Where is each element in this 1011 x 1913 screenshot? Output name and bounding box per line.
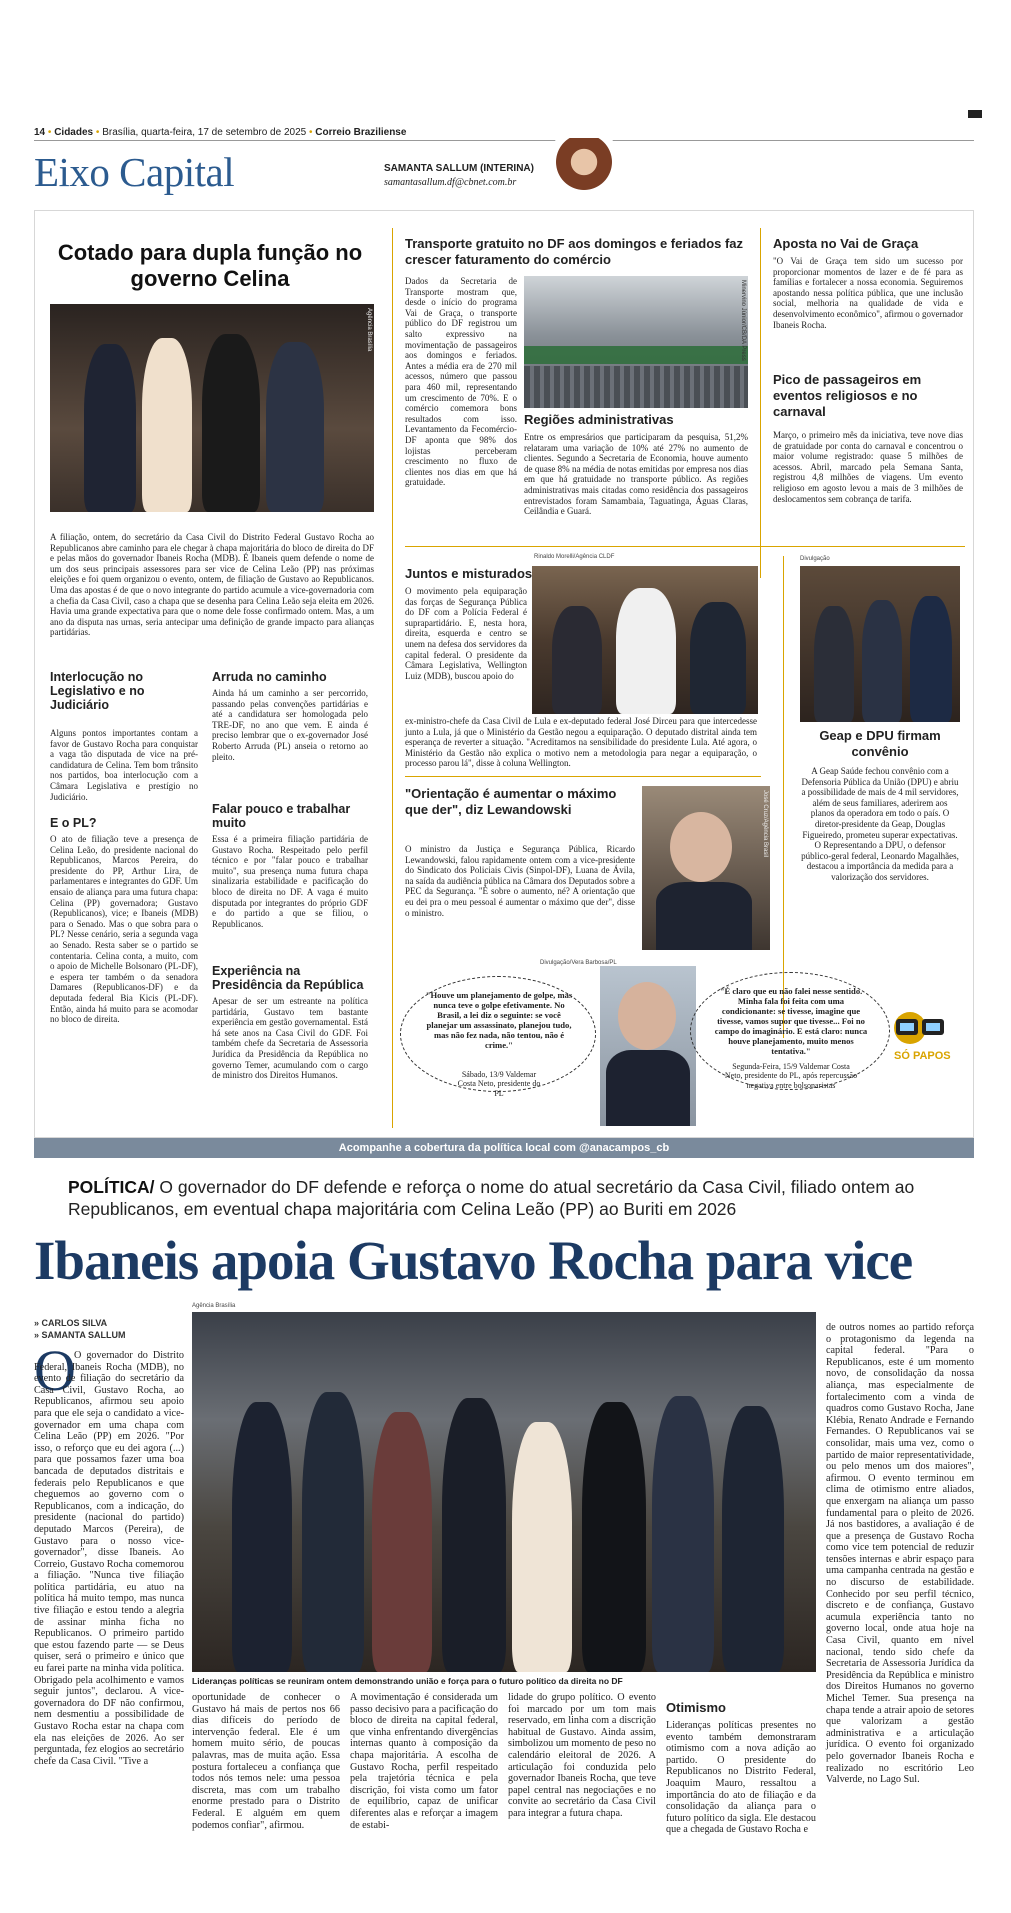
experiencia-body: Apesar de ser um estreante na política partidária, Gustavo tem bastante experiência em gestão governamental. Está há sete anos na Casa Civil do GDF. Foi também chefe da Secretaria de Assessoria Jurídica da Presidência da República no governo Temer, acumulando com o cargo de ministro dos Direitos Humanos. [212, 996, 368, 1081]
eopl-body: O ato de filiação teve a presença de Celina Leão, do presidente nacional do Republicanos, Marcos Pereira, do presidente do PP, Arthur Lira, de parlamentares e integrantes do GDF. Um ensaio de aliança para uma futura chapa: Celina (PP) governadora; Gustavo (Republicanos), vice; e Ibaneis (MDB) para o Senado. Mas o que sobra para o PL? Nesse cenário, seria a segunda vaga ao Senado. Resta saber se o partido se contentaria. Celina conta, a muito, com o apoio de Michelle Bolsonaro (PL-DF), e espera ter também o da senadora Damares (Republicanos-DF) e da deputada federal Bia Kicis (PL-DF). Então, ainda há muito para se acomodar no bloco de direita. [50, 834, 198, 1025]
story-col-4: lidade do grupo político. O evento foi marcado por um tom mais reservado, em linha com a discrição habitual de Gustavo. Ainda assim, simbolizou um momento de peso no calendário eleitoral de 2026. A articulação foi conduzida pelo governador Ibaneis Rocha, que teve papel central nas negociações e no convite ao secretário da Casa Civil para integrar a futura chapa. [508, 1692, 656, 1819]
regioes-body: Entre os empresários que participaram da pesquisa, 51,2% relataram uma variação de 10% até 27% no aumento de clientes. Segundo a Secretaria de Economia, houve aumento de quase 8% na média de notas emitidas por empresa nos dias em que há gratuidade no transporte público. As regiões administrativas mais citadas como residência dos passageiros entrevistados foram Samambaia, Taguatinga, Águas Claras, Ceilândia e Guará. [524, 432, 748, 517]
geap-photo [800, 566, 960, 722]
story-col-2: oportunidade de conhecer o Gustavo há mais de pertos nos 66 dias difíceis do período de intervenção federal. Ele é um homem muito sério, de poucas palavras, mas de muita ação. Essa postura fortaleceu a confiança que todos nós temos nele: uma pessoa discreta, mas com um trabalho enorme prestado para o Distrito Federal. E alguém em quem podemos confiar", afirmou. [192, 1692, 340, 1831]
interlocucao-body: Alguns pontos importantes contam a favor de Gustavo Rocha para conquistar a vaga tão disputada de vice na pré-candidatura de Celina. Tem bom trânsito nos partidos, boa interlocução com a Câmara Legislativa e prestígio no Judiciário. [50, 728, 198, 802]
eopl-title: E o PL? [50, 816, 97, 830]
geap-body: A Geap Saúde fechou convênio com a Defensoria Pública da União (DPU) e abriu a possibilidade de mais de 4 mil servidores, além de seus familiares, aderirem aos planos da operadora em todo o país. O diretor-presidente da Geap, Douglas Figueiredo, prometeu superar expectativas. O Representando a DPU, o defensor público-geral federal, Leonardo Magalhães, destacou a importância da medida para a valorização dos servidores. [801, 766, 959, 882]
lead-body: A filiação, ontem, do secretário da Casa Civil do Distrito Federal Gustavo Rocha ao Republicanos abre caminho para ele chegar à chapa majoritária do bloco de direita do DF e pelas mãos do governador Ibaneis Rocha (MDB). É Ibaneis quem defende o nome de um dos seus principais assessores para ser vice de Celina Leão (PP) nas próximas eleições e foi quem organizou o evento, ontem, de filiação de Gustavo ao Republicanos. Uma das apostas é de que o novo integrante do partido acumule a vice-governadoria com a chefia da Casa Civil, caso a chapa que se desenha para Celina Leão seja eleita em 2026. Havia uma grande expectativa para que o nome dele fosse confirmado ontem. Mas, a um ano da disputa nas urnas, seria antecipar uma definição de grande impacto para alianças partidárias. [50, 532, 374, 638]
regioes-title: Regiões administrativas [524, 412, 674, 427]
story-deck-text: O governador do DF defende e reforça o nome do atual secretário da Casa Civil, filiado ontem ao Republicanos, em eventual chapa majoritária com Celina Leão (PP) ao Buriti em 2026 [68, 1177, 915, 1219]
divider [392, 228, 393, 1128]
author-avatar [555, 138, 613, 198]
juntos-body: O movimento pela equiparação das forças de Segurança Pública do DF com a Polícia Federal é suprapartidário. E, nesta hora, direita, esquerda e centro se unem na defesa dos servidores da capital federal. O presidente da Câmara Legislativa, Wellington Luiz (MDB), buscou apoio do [405, 586, 527, 681]
juntos-photo-credit: Rinaldo Morelli/Agência CLDF [534, 554, 615, 560]
divider [405, 776, 761, 777]
story-headline: Ibaneis apoia Gustavo Rocha para vice [34, 1230, 913, 1291]
byline-1: » CARLOS SILVA [34, 1318, 108, 1328]
geap-photo-credit: Divulgação [800, 556, 830, 562]
orientacao-photo [642, 786, 770, 950]
geap-title: Geap e DPU firmam convênio [819, 728, 941, 759]
transporte-photo-credit: Minervino Júnior/CB/DA Press [740, 280, 746, 361]
juntos-body-2: ex-ministro-chefe da Casa Civil de Lula e ex-deputado federal José Dirceu para que intercedesse junto a Lula, já que o Ministério da Gestão negou a equiparação. O deputado distrital ainda tem esperança de reverter a situação. "Acreditamos na sensibilidade do presidente Lula. Até agora, o Ministério da Gestão não explica o motivo nem a metodologia para negar a equiparação, o processo parou lá", disse à coluna Wellington. [405, 716, 757, 769]
transporte-body: Dados da Secretaria de Transporte mostram que, desde o início do programa Vai de Graça, o transporte público do DF registrou um salto expressivo na movimentação de passageiros aos domingos e feriados. Antes a média era de 270 mil acessos, número que passou para 460 mil, representando um crescimento de 70%. E o comércio comemora bons resultados com isso. Levantamento da Fecomércio-DF aponta que 98% dos lojistas perceberam crescimento no fluxo de clientes nos dias em que há gratuidade. [405, 276, 517, 488]
lead-photo [50, 304, 374, 512]
coverage-banner: Acompanhe a cobertura da política local com @anacampos_cb [34, 1138, 974, 1158]
story-deck [68, 1176, 968, 1220]
column-email: samantasallum.df@cbnet.com.br [384, 177, 517, 188]
column-title: Eixo Capital [34, 149, 235, 195]
sopapos-label: SÓ PAPOS [894, 1050, 951, 1062]
byline-2: » SAMANTA SALLUM [34, 1330, 126, 1340]
arruda-title: Arruda no caminho [212, 670, 327, 684]
column-author: SAMANTA SALLUM (INTERINA) [384, 163, 534, 174]
lead-photo-credit: Agência Brasília [366, 308, 372, 352]
divider [405, 546, 965, 547]
story-col-5: Lideranças políticas presentes no evento também demonstraram otimismo com a nova adição ao partido. O presidente do Republicanos no Distrito Federal, Joaquim Mauro, ressaltou a importância do ato de filiação e da consolidação da aliança para o futuro político da sigla. Ele destacou que a chegada de Gustavo Rocha e [666, 1720, 816, 1836]
orientacao-photo-credit: José Cruz/Agência Brasil [762, 790, 768, 858]
sopapos-quote-left: "Houve um planejamento de golpe, mas nunca teve o golpe efetivamente. No Brasil, a lei diz o seguinte: se você planejar um assassinato, planejou tudo, mas não fez nada, não tentou, não é crime." [425, 990, 573, 1050]
story-col-1: O governador do Distrito Federal, Ibaneis Rocha (MDB), no evento de filiação do secretário da Casa Civil, Gustavo Rocha, ao Republicanos, afirmou seu apoio para que ele seja o candidato a vice-governador em uma chapa com Celina Leão (PP) em 2026. "Por isso, o reforço que eu dei agora (...) para que possamos fazer uma boa bancada de deputados distritais e federais pelo Republicanos e que cheguemos ao governo com o Republicanos, com a indicação, do presidente (nacional do partido) deputado Marcos (Pereira), de Gustavo para o nosso vice-governador", disse Ibaneis. Ao Correio, Gustavo Rocha comemorou a filiação. "Nunca tive filiação política partidária, eu atuo na política há muito tempo, mas nunca tive filiação e estou tendo a alegria de assinar minha ficha no Republicanos. O primeiro partido que estou fazendo parte — se Deus quiser, será o primeiro e único que eu farei parte na minha vida política. Obrigado pela acolhimento e vamos seguir juntos", declarou. A vice-governadora do DF não confirmou, nem desmentiu a possibilidade de Gustavo Rocha estar na chapa com ela nas eleições de 2026. Ao ser perguntada, fez elogios ao secretário chefe da Casa Civil. "Tive a [34, 1350, 184, 1767]
divider [760, 228, 761, 578]
interlocucao-title: Interlocução no Legislativo e no Judiciário [50, 670, 145, 712]
divider [783, 556, 784, 1038]
sopapos-photo-credit: Divulgação/Vera Barbosa/PL [540, 960, 617, 966]
story-col-3: A movimentação é considerada um passo decisivo para a pacificação do bloco de direita na capital federal, que vinha enfrentando divergências internas quanto à composição da chapa majoritária. A escolha de Gustavo Rocha, perfil respeitado pela trajetória técnica e pela discrição, foi vista como um fator de equilíbrio, capaz de unificar diferentes alas e reforçar a imagem de estabi- [350, 1692, 498, 1831]
page-header: 14 • Cidades • Brasília, quarta-feira, 17 de setembro de 2025 • Correio Braziliense [34, 127, 407, 138]
falar-body: Essa é a primeira filiação partidária de Gustavo Rocha. Respeitado pelo perfil técnico e por "falar pouco e trabalhar muito", sua presença numa futura chapa sinalizaria estabilidade e pacificação do bloco de direita no DF. A vaga é muito disputada por integrantes do próprio GDF e do partido a que se filiou, o Republicanos. [212, 834, 368, 929]
lead-title: Cotado para dupla função no governo Celina [57, 240, 363, 291]
story-photo-caption: Lideranças políticas se reuniram ontem demonstrando união e força para o futuro político da direita no DF [192, 1676, 623, 1686]
sopapos-attr-left: Sábado, 13/9 Valdemar Costa Neto, presidente do PL [457, 1070, 541, 1098]
juntos-photo [532, 554, 758, 714]
orientacao-title: "Orientação é aumentar o máximo que der", diz Lewandowski [405, 786, 617, 817]
sopapos-attr-right: Segunda-Feira, 15/9 Valdemar Costa Neto, presidente do PL, após repercussão negativa entre bolsonaristas [724, 1062, 858, 1090]
pico-body: Março, o primeiro mês da iniciativa, teve nove dias de gratuidade por conta do carnaval e concentrou o maior volume registrado: quase 5 milhões de acessos. Abril, marcado pela Semana Santa, registrou 4,8 milhões de viagens. Um evento religioso em agosto levou a mais de 3 milhões de deslocamentos sem cobrança de tarifa. [773, 430, 963, 504]
page-marker [968, 110, 982, 118]
story-col-6: de outros nomes ao partido reforça o protagonismo da legenda na capital federal. "Para o Republicanos, este é um momento novo, de consolidação da nossa aliança, mas especialmente de fortalecimento com a vinda de quadros como Gustavo Rocha, Jane Klébia, Renato Andrade e Fernando Fernandes. O Republicanos vai se consolidar, mais uma vez, como o partido de maior representatividade, ou pelo menos um dos maiores", afirmou. O evento terminou em clima de otimismo entre aliados, que enxergam na aliança um passo fundamental para o pleito de 2026. Já nos bastidores, a avaliação é de que a presença de Gustavo Rocha como vice tem potencial de reduzir tensões internas e abrir espaço para uma campanha centrada na gestão e no discurso de estabilidade. Conhecido por seu perfil técnico, discreto e de confiança, Gustavo acumula experiência tanto no governo local, onde atua hoje na Casa Civil, quanto em nível nacional, tendo sido chefe da Secretaria de Assessoria Jurídica da Presidência da República e ministro dos Direitos Humanos no governo Michel Temer. Sua presença na chapa tende a atrair apoio de setores que valorizam a gestão administrativa e a articulação jurídica. O evento foi organizado pelo governador Ibaneis Rocha e realizado no escritório Leo Valverde, no Lago Sul. [826, 1322, 974, 1786]
header-rule [34, 140, 974, 141]
sopapos-photo [600, 966, 696, 1126]
transporte-title: Transporte gratuito no DF aos domingos e feriados faz crescer faturamento do comércio [405, 236, 744, 267]
story-photo-credit: Agência Brasília [192, 1303, 236, 1309]
story-kicker: POLÍTICA/ [68, 1177, 155, 1197]
sopapos-quote-right: "É claro que eu não falei nesse sentido. Minha fala foi feita com uma condicionante: se tivesse, imagine que tivesse, vamos supor que tivesse... Foi no campo do imaginário. E está claro: nunca houve planejamento, muito menos tentativa." [714, 986, 868, 1056]
story-photo [192, 1312, 816, 1672]
experiencia-title: Experiência na Presidência da República [212, 964, 364, 992]
drop-cap: O [34, 1338, 76, 1403]
transporte-photo [524, 276, 748, 408]
chat-icon [890, 1010, 952, 1046]
pico-title: Pico de passageiros em eventos religiosos e no carnaval [773, 372, 922, 419]
otimismo-title: Otimismo [666, 1700, 726, 1715]
arruda-body: Ainda há um caminho a ser percorrido, passando pelas convenções partidárias e até a candidatura ser homologada pelo TRE-DF, no ano que vem. E ainda é preciso lembrar que o ex-governador José Roberto Arruda (PL) anseia o retorno ao pleito. [212, 688, 368, 762]
falar-title: Falar pouco e trabalhar muito [212, 802, 351, 830]
aposta-body: "O Vai de Graça tem sido um sucesso por proporcionar momentos de lazer e de fé para as famílias e fortalecer a nossa economia. Seguiremos apostando nessa política pública, que une inclusão social, melhoria na qualidade de vida e desenvolvimento econômico", afirmou o governador Ibaneis Rocha. [773, 256, 963, 330]
orientacao-body: O ministro da Justiça e Segurança Pública, Ricardo Lewandowski, falou rapidamente ontem com a vice-presidente do Sindicato dos Policiais Civis (Sinpol-DF), Luana de Ávila, na saída da audiência pública na Câmara dos Deputados sobre a PEC da Segurança. "É sobre o aumento, né? A orientação que eu dei pra o meu pessoal é aumentar o máximo que der", disse o ministro. [405, 844, 635, 918]
aposta-title: Aposta no Vai de Graça [773, 236, 919, 251]
juntos-title: Juntos e misturados [405, 566, 533, 581]
